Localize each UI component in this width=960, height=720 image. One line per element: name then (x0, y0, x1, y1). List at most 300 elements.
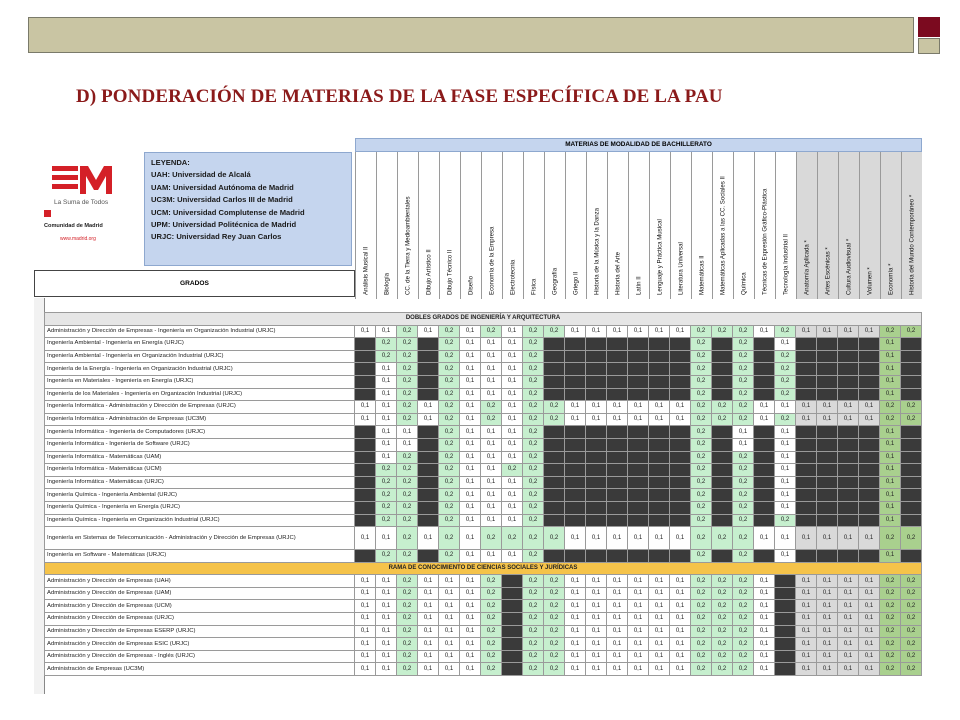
weight-cell: 0,2 (880, 413, 901, 426)
column-header-label: Matemáticas II (698, 255, 706, 295)
degree-name: Administración de Empresas (UC3M) (45, 663, 355, 676)
weight-cell: 0,1 (460, 587, 481, 600)
weight-cell: 0,1 (649, 413, 670, 426)
weight-cell (901, 501, 922, 514)
weight-cell: 0,1 (796, 638, 817, 651)
weight-cell: 0,2 (439, 501, 460, 514)
weight-cell: 0,1 (502, 438, 523, 451)
weight-cell (418, 375, 439, 388)
weight-cell (775, 600, 796, 613)
weight-cell: 0,2 (544, 401, 565, 414)
weight-cell (418, 363, 439, 376)
weight-cell: 0,1 (754, 625, 775, 638)
weight-cell: 0,1 (376, 375, 397, 388)
weight-cell (901, 375, 922, 388)
weight-cell: 0,1 (880, 338, 901, 351)
weight-cell: 0,2 (544, 575, 565, 588)
weight-cell (712, 489, 733, 502)
weight-cell: 0,1 (565, 663, 586, 676)
weight-cell: 0,2 (397, 489, 418, 502)
weight-cell: 0,2 (397, 625, 418, 638)
logo-slogan: La Suma de Todos (54, 199, 109, 206)
weight-cell: 0,1 (817, 625, 838, 638)
column-header-label: Tecnología Industrial II (782, 234, 790, 295)
weight-cell: 0,1 (439, 638, 460, 651)
legend-line: UAH: Universidad de Alcalá (151, 170, 251, 180)
weight-cell: 0,1 (796, 625, 817, 638)
weight-cell: 0,1 (481, 338, 502, 351)
weight-cell: 0,1 (628, 650, 649, 663)
weight-cell: 0,2 (376, 338, 397, 351)
table-row (45, 375, 922, 388)
column-header (817, 152, 838, 299)
degree-name: Administración y Dirección de Empresas ESIC (URJC) (45, 638, 355, 651)
column-header (670, 152, 691, 299)
weight-cell (565, 514, 586, 527)
weight-cell: 0,1 (607, 613, 628, 626)
weight-cell (754, 489, 775, 502)
weight-cell: 0,2 (901, 638, 922, 651)
weight-cell (712, 501, 733, 514)
weight-cell: 0,1 (418, 650, 439, 663)
weight-cell (544, 438, 565, 451)
weight-cell (712, 550, 733, 563)
weight-cell: 0,2 (733, 613, 754, 626)
weight-cell: 0,1 (376, 388, 397, 401)
weight-cell (544, 550, 565, 563)
weight-cell: 0,2 (544, 638, 565, 651)
weight-cell (712, 451, 733, 464)
weight-cell: 0,2 (880, 600, 901, 613)
weight-cell: 0,1 (880, 501, 901, 514)
weight-cell: 0,1 (418, 638, 439, 651)
weight-cell (838, 388, 859, 401)
weight-cell: 0,1 (817, 600, 838, 613)
weight-cell (838, 363, 859, 376)
weight-cell: 0,2 (880, 401, 901, 414)
weight-cell: 0,2 (691, 514, 712, 527)
weight-cell (754, 476, 775, 489)
weight-cell: 0,1 (817, 527, 838, 550)
weight-cell (607, 363, 628, 376)
weight-cell: 0,2 (880, 663, 901, 676)
weight-cell (544, 489, 565, 502)
column-header-label: Literatura Universal (677, 242, 685, 295)
weight-cell: 0,2 (712, 663, 733, 676)
table-row (45, 350, 922, 363)
weight-cell: 0,1 (565, 587, 586, 600)
weight-cell (565, 476, 586, 489)
weight-cell: 0,1 (775, 550, 796, 563)
weight-cell: 0,1 (502, 550, 523, 563)
degree-name: Ingeniería Informática - Ingeniería de Software (URJC) (45, 438, 355, 451)
weight-cell: 0,1 (754, 613, 775, 626)
weight-cell: 0,1 (460, 338, 481, 351)
table-row (45, 638, 922, 651)
weight-cell: 0,1 (460, 600, 481, 613)
weight-cell (754, 550, 775, 563)
weight-cell (607, 388, 628, 401)
column-header-label: Anatomía Aplicada * (803, 240, 811, 295)
weight-cell: 0,1 (649, 650, 670, 663)
weight-cell: 0,1 (418, 527, 439, 550)
column-header (796, 152, 817, 299)
weight-cell (355, 363, 376, 376)
weight-cell: 0,1 (670, 527, 691, 550)
weight-cell: 0,2 (880, 625, 901, 638)
weight-cell: 0,1 (817, 587, 838, 600)
weight-cell (754, 375, 775, 388)
column-header (880, 152, 901, 299)
weight-cell: 0,2 (901, 401, 922, 414)
weight-cell: 0,2 (523, 527, 544, 550)
weight-cell (796, 426, 817, 439)
weight-cell (838, 350, 859, 363)
table-row (45, 338, 922, 351)
weight-cell: 0,2 (712, 625, 733, 638)
weight-cell: 0,1 (817, 613, 838, 626)
weight-cell: 0,2 (544, 325, 565, 338)
logo-org: Comunidad de Madrid (44, 223, 103, 229)
weight-cell (670, 388, 691, 401)
weight-cell: 0,2 (523, 650, 544, 663)
weight-cell: 0,2 (880, 638, 901, 651)
weight-cell (607, 438, 628, 451)
weight-cell (796, 476, 817, 489)
weight-cell: 0,1 (670, 575, 691, 588)
weight-cell (649, 375, 670, 388)
weight-cell: 0,1 (355, 600, 376, 613)
weight-cell: 0,1 (460, 413, 481, 426)
weight-cell: 0,1 (481, 438, 502, 451)
weight-cell: 0,2 (481, 650, 502, 663)
weight-cell: 0,1 (439, 587, 460, 600)
column-header-label: Economía * (887, 263, 895, 295)
table-row (45, 489, 922, 502)
weight-cell (649, 426, 670, 439)
legend-line: UAM: Universidad Autónoma de Madrid (151, 182, 294, 192)
weight-cell: 0,2 (397, 464, 418, 477)
weight-cell: 0,2 (880, 613, 901, 626)
weight-cell: 0,2 (439, 527, 460, 550)
weight-cell: 0,2 (376, 501, 397, 514)
degree-name: Administración y Dirección de Empresas ESERP (URJC) (45, 625, 355, 638)
weight-cell: 0,1 (796, 613, 817, 626)
weight-cell: 0,1 (775, 464, 796, 477)
weight-cell (838, 451, 859, 464)
weight-cell (901, 489, 922, 502)
weight-cell (649, 501, 670, 514)
weight-cell (775, 650, 796, 663)
weight-cell (712, 350, 733, 363)
weight-cell (628, 363, 649, 376)
weight-cell: 0,2 (397, 338, 418, 351)
weight-cell: 0,1 (460, 489, 481, 502)
weight-cell: 0,1 (460, 426, 481, 439)
weight-cell (859, 550, 880, 563)
weight-cell: 0,1 (838, 613, 859, 626)
weight-cell (796, 464, 817, 477)
table-row (45, 663, 922, 676)
weight-cell: 0,1 (502, 401, 523, 414)
weight-cell: 0,1 (565, 638, 586, 651)
weight-cell: 0,1 (355, 401, 376, 414)
weight-cell: 0,2 (712, 613, 733, 626)
column-header (481, 152, 502, 299)
weight-cell: 0,2 (733, 338, 754, 351)
weight-cell: 0,1 (439, 663, 460, 676)
weight-cell: 0,1 (460, 401, 481, 414)
weight-cell: 0,2 (523, 350, 544, 363)
weight-cell: 0,2 (523, 338, 544, 351)
weight-cell (607, 501, 628, 514)
weight-cell: 0,2 (523, 375, 544, 388)
weight-cell: 0,2 (733, 638, 754, 651)
weight-cell (607, 451, 628, 464)
weight-cell: 0,2 (523, 325, 544, 338)
weight-cell: 0,2 (691, 413, 712, 426)
weight-cell: 0,1 (586, 613, 607, 626)
comunidad-madrid-logo (40, 158, 120, 248)
weight-cell (607, 489, 628, 502)
weight-cell (712, 388, 733, 401)
weight-cell (586, 350, 607, 363)
weight-cell: 0,1 (565, 325, 586, 338)
column-header-label: Latín II (635, 276, 643, 295)
degree-name: Ingeniería Ambiental - Ingeniería en Energía (URJC) (45, 338, 355, 351)
weight-cell (565, 338, 586, 351)
column-header-label: CC. de la Tierra y Medioambientales (404, 196, 412, 295)
degree-name: Ingeniería de los Materiales - Ingeniería en Organización Industrial (URJC) (45, 388, 355, 401)
weight-cell (649, 464, 670, 477)
weight-cell: 0,1 (565, 413, 586, 426)
weight-cell (796, 438, 817, 451)
weight-cell: 0,2 (733, 375, 754, 388)
weight-cell (355, 514, 376, 527)
weight-cell: 0,1 (733, 438, 754, 451)
weight-cell: 0,1 (838, 413, 859, 426)
weight-cell: 0,1 (649, 600, 670, 613)
weight-cell: 0,1 (586, 401, 607, 414)
table-row (45, 625, 922, 638)
column-header (502, 152, 523, 299)
table-row (45, 587, 922, 600)
weight-cell: 0,2 (775, 350, 796, 363)
weight-cell (901, 476, 922, 489)
weight-cell: 0,1 (418, 663, 439, 676)
weight-cell: 0,2 (481, 625, 502, 638)
weight-cell: 0,1 (376, 575, 397, 588)
weight-cell (502, 600, 523, 613)
legend-line: UCM: Universidad Complutense de Madrid (151, 207, 305, 217)
table-row (45, 401, 922, 414)
weight-cell (817, 363, 838, 376)
legend-line: LEYENDA: (151, 158, 190, 167)
weight-cell (817, 476, 838, 489)
weight-cell: 0,2 (901, 413, 922, 426)
weight-cell: 0,2 (712, 650, 733, 663)
weight-cell: 0,1 (838, 527, 859, 550)
weight-cell: 0,1 (460, 388, 481, 401)
weight-cell (565, 550, 586, 563)
weight-cell: 0,1 (838, 663, 859, 676)
weight-cell (628, 426, 649, 439)
weight-cell: 0,2 (523, 613, 544, 626)
weight-cell (418, 451, 439, 464)
weight-cell (817, 426, 838, 439)
weight-cell (586, 438, 607, 451)
weight-cell: 0,1 (838, 587, 859, 600)
weight-cell: 0,2 (439, 550, 460, 563)
weight-cell (712, 426, 733, 439)
weight-cell: 0,1 (754, 527, 775, 550)
weight-cell (775, 575, 796, 588)
weight-cell: 0,1 (418, 413, 439, 426)
weight-cell (838, 501, 859, 514)
weight-cell: 0,2 (712, 638, 733, 651)
weight-cell: 0,1 (859, 413, 880, 426)
weight-cell (838, 489, 859, 502)
weight-cell (838, 426, 859, 439)
weight-cell (838, 476, 859, 489)
top-decor-square-2 (918, 38, 940, 54)
weight-cell: 0,1 (586, 638, 607, 651)
weight-cell (544, 375, 565, 388)
weight-cell: 0,2 (397, 476, 418, 489)
weight-cell: 0,1 (796, 575, 817, 588)
weight-cell (838, 550, 859, 563)
degree-name: Ingeniería Informática - Administración de Empresas (UC3M) (45, 413, 355, 426)
weight-cell (607, 350, 628, 363)
weight-cell: 0,2 (523, 401, 544, 414)
weight-cell (607, 375, 628, 388)
weight-cell (796, 375, 817, 388)
weight-cell: 0,1 (355, 625, 376, 638)
weight-cell: 0,2 (691, 575, 712, 588)
weight-cell (649, 451, 670, 464)
weight-cell (859, 451, 880, 464)
weight-cell: 0,1 (628, 663, 649, 676)
subjects-header: MATERIAS DE MODALIDAD DE BACHILLERATO (355, 138, 922, 152)
weight-cell: 0,2 (397, 363, 418, 376)
weight-cell: 0,1 (418, 325, 439, 338)
weight-cell: 0,2 (691, 663, 712, 676)
weight-cell: 0,2 (397, 501, 418, 514)
weight-cell (754, 451, 775, 464)
weight-cell: 0,2 (691, 613, 712, 626)
weight-cell: 0,1 (481, 363, 502, 376)
weight-cell: 0,1 (670, 650, 691, 663)
degree-name: Ingeniería Informática - Matemáticas (UCM) (45, 464, 355, 477)
weight-cell: 0,1 (775, 501, 796, 514)
weight-cell (418, 426, 439, 439)
column-header (838, 152, 859, 299)
weight-cell (502, 650, 523, 663)
weight-cell (628, 514, 649, 527)
weight-cell (565, 375, 586, 388)
table-row (45, 413, 922, 426)
weight-cell (859, 350, 880, 363)
weight-cell (670, 363, 691, 376)
column-header-label: Geografía (551, 267, 559, 295)
weight-cell (628, 438, 649, 451)
weight-cell (712, 514, 733, 527)
weight-cell (628, 338, 649, 351)
top-decor-bar (28, 17, 914, 53)
weight-cell: 0,1 (775, 338, 796, 351)
weight-cell (586, 501, 607, 514)
weight-cell: 0,1 (796, 587, 817, 600)
weight-cell: 0,1 (460, 514, 481, 527)
degree-name: Administración y Dirección de Empresas (URJC) (45, 613, 355, 626)
weight-cell: 0,2 (481, 587, 502, 600)
weight-cell (670, 550, 691, 563)
weight-cell: 0,2 (691, 401, 712, 414)
weight-cell: 0,2 (691, 650, 712, 663)
weight-cell: 0,1 (376, 426, 397, 439)
weight-cell: 0,1 (586, 325, 607, 338)
weight-cell: 0,1 (565, 575, 586, 588)
weight-cell: 0,2 (523, 625, 544, 638)
weight-cell (355, 338, 376, 351)
weight-cell: 0,1 (481, 514, 502, 527)
weight-cell (796, 514, 817, 527)
weight-cell (796, 388, 817, 401)
weight-cell (544, 338, 565, 351)
weight-cell: 0,2 (733, 600, 754, 613)
weight-cell (901, 338, 922, 351)
weight-cell (355, 451, 376, 464)
weight-cell: 0,1 (628, 625, 649, 638)
weight-cell: 0,1 (355, 613, 376, 626)
weight-cell: 0,1 (775, 476, 796, 489)
weight-cell: 0,2 (544, 413, 565, 426)
weight-cell (355, 550, 376, 563)
weight-cell: 0,2 (544, 650, 565, 663)
weight-cell (418, 338, 439, 351)
table-row (45, 476, 922, 489)
weight-cell: 0,1 (355, 325, 376, 338)
weight-cell (775, 625, 796, 638)
weight-cell (754, 426, 775, 439)
table-row (45, 388, 922, 401)
weight-cell (859, 375, 880, 388)
weight-cell (796, 550, 817, 563)
weight-cell: 0,1 (670, 587, 691, 600)
weight-cell: 0,2 (544, 625, 565, 638)
weight-cell (418, 476, 439, 489)
column-header-label: Dibujo Artístico II (425, 249, 433, 295)
weight-cell (418, 550, 439, 563)
degree-name: Ingeniería Informática - Matemáticas (URJC) (45, 476, 355, 489)
weight-cell: 0,1 (439, 625, 460, 638)
weight-cell: 0,1 (754, 587, 775, 600)
weight-cell: 0,1 (460, 663, 481, 676)
weight-cell (544, 501, 565, 514)
column-header-label: Griego II (572, 271, 580, 295)
weight-cell: 0,2 (712, 527, 733, 550)
weight-cell (712, 438, 733, 451)
weight-cell (859, 338, 880, 351)
weight-cell (355, 438, 376, 451)
column-header (355, 152, 376, 299)
weight-cell: 0,1 (817, 663, 838, 676)
weight-cell (607, 476, 628, 489)
weight-cell (628, 550, 649, 563)
weight-cell: 0,2 (523, 638, 544, 651)
column-header (376, 152, 397, 299)
weight-cell: 0,1 (838, 638, 859, 651)
